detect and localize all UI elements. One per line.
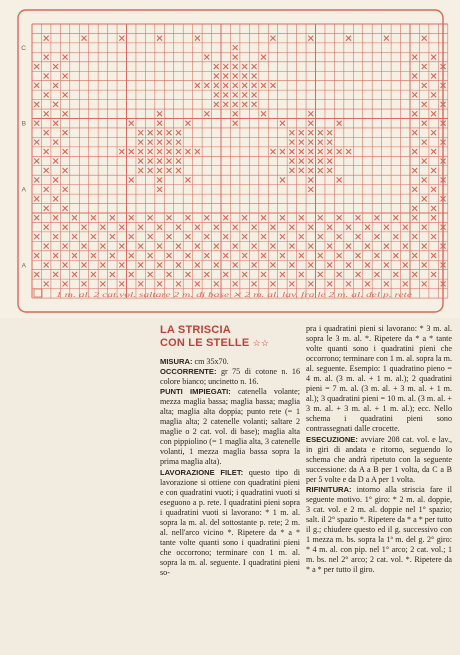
instructions-panel <box>0 318 460 655</box>
row-marker: C <box>21 44 26 52</box>
col2-body <box>306 324 452 575</box>
filet-chart-grid <box>0 0 460 318</box>
paragraph-heading: OCCORRENTE: <box>160 367 217 377</box>
paragraph-text: questo tipo di lavorazione si ottiene con quadratini pieni e con quadratini vuoti; i quadratini vuoti si eseguono a p. rete. I quadratini pieni sopra i quadratini vuoti si lavorano: * 1 m. al. sopra la m. al. del sottostante p. rete; 2 m. al. nell'arco vicino *. Ripetere da * a * tante volte quanti sono i quadratini pieni che occorrono; terminare con 1 m. al. sopra la m. al. seguente. I quadratini pieni so- <box>160 467 300 577</box>
paragraph-heading: PUNTI IMPIEGATI: <box>160 387 231 397</box>
paragraph-text: catenella volante; mezza maglia bassa; maglia bassa; maglia alta; maglia alta doppia; punto rete (= 1 maglia alta; 2 catenelle volanti; saltare 2 maglie o 2 cat. vol. di base); maglia alta con pippiolino (= 1 maglia alta, 3 catenelle volanti, 1 mezza maglia bassa sopra la prima maglia alta). <box>160 387 301 467</box>
paragraph-heading: ESECUZIONE: <box>306 434 358 444</box>
paragraph <box>306 324 452 435</box>
paragraph <box>160 357 300 367</box>
chart-legend: 1 m. al. 2 cat.vol. saltare 2 m. di base ⨯ 2 m. al. lav. fra le 2 m. al. del p. rete <box>56 290 413 299</box>
article-title <box>160 324 300 349</box>
row-marker: A <box>21 262 26 270</box>
paragraph-text: cm 35x70. <box>192 357 229 366</box>
paragraph <box>306 485 452 575</box>
filet-chart <box>0 0 460 318</box>
title-line-1: LA STRISCIA <box>160 324 231 336</box>
paragraph-heading: RIFINITURA: <box>306 484 352 494</box>
title-line-2 <box>160 337 300 350</box>
paragraph-text: gr 75 di cotone n. 16 colore bianco; uncinetto n. 16. <box>160 367 300 387</box>
paragraph <box>306 435 452 485</box>
paragraph-heading: LAVORAZIONE FILET: <box>160 467 244 477</box>
row-marker: A <box>21 186 26 194</box>
paragraph-text: pra i quadratini pieni si lavorano: * 3 m. al. sopra le 3 m. al. *. Ripetere da * a * tante volte quanti sono i quadratini pieni che occorrono; terminare con 1 m. al. sopra la m. al. seguente. Esempio: 1 quadratino pieno = 4 m. al. (3 m. al. + 1 m. al.); 2 quadratini pieni = 7 m. al. (3 m. al. + 3 m. al. + 1 m. al.); 3 quadratini pieni = 10 m. al. (3 m. al. + 3 m. al. + 3 m. al. + 1 m. al.); ecc. Nello schema i quadratini pieni sono contrassegnati dalle crocette. <box>306 324 452 434</box>
instructions-column-2 <box>306 324 452 575</box>
paragraph-text: intorno alla striscia fare il seguente motivo. 1° giro: * 2 m. al. doppie, 3 cat. vol. e 2 m. al. doppie nel 1° spazio; salt. il 2° spazio *. Ripetere da * a * per tutto il g.; chiudere questo ed il g. successivo con 1 mezza m. bs. sopra la 1ª m. del g. 2° giro: * 4 m. al. con pip. nel 1° arco; 2 cat. vol.; 1 m. bs. nel 2° arco; 2 cat. vol. *. Ripetere da * a * per tutto il giro. <box>306 484 452 575</box>
title-line-2-text: CON LE STELLE <box>160 336 250 349</box>
paragraph <box>160 387 300 467</box>
difficulty-stars: ☆☆ <box>252 337 270 348</box>
paragraph-heading: MISURA: <box>160 357 193 366</box>
row-marker: B <box>21 120 26 128</box>
legend-square-icon <box>34 289 42 297</box>
col1-body <box>160 357 300 578</box>
paragraph <box>160 468 300 579</box>
paragraph-text: avviare 208 cat. vol. e lav., in giri di andata e ritorno, seguendo lo schema che andrà ripetuto con la seguente successione: da A a B per 1 volta, da C a B per 5 volte e da D a A per 1 volta. <box>306 434 452 484</box>
instructions-column-1 <box>160 324 300 578</box>
paragraph <box>160 367 300 387</box>
